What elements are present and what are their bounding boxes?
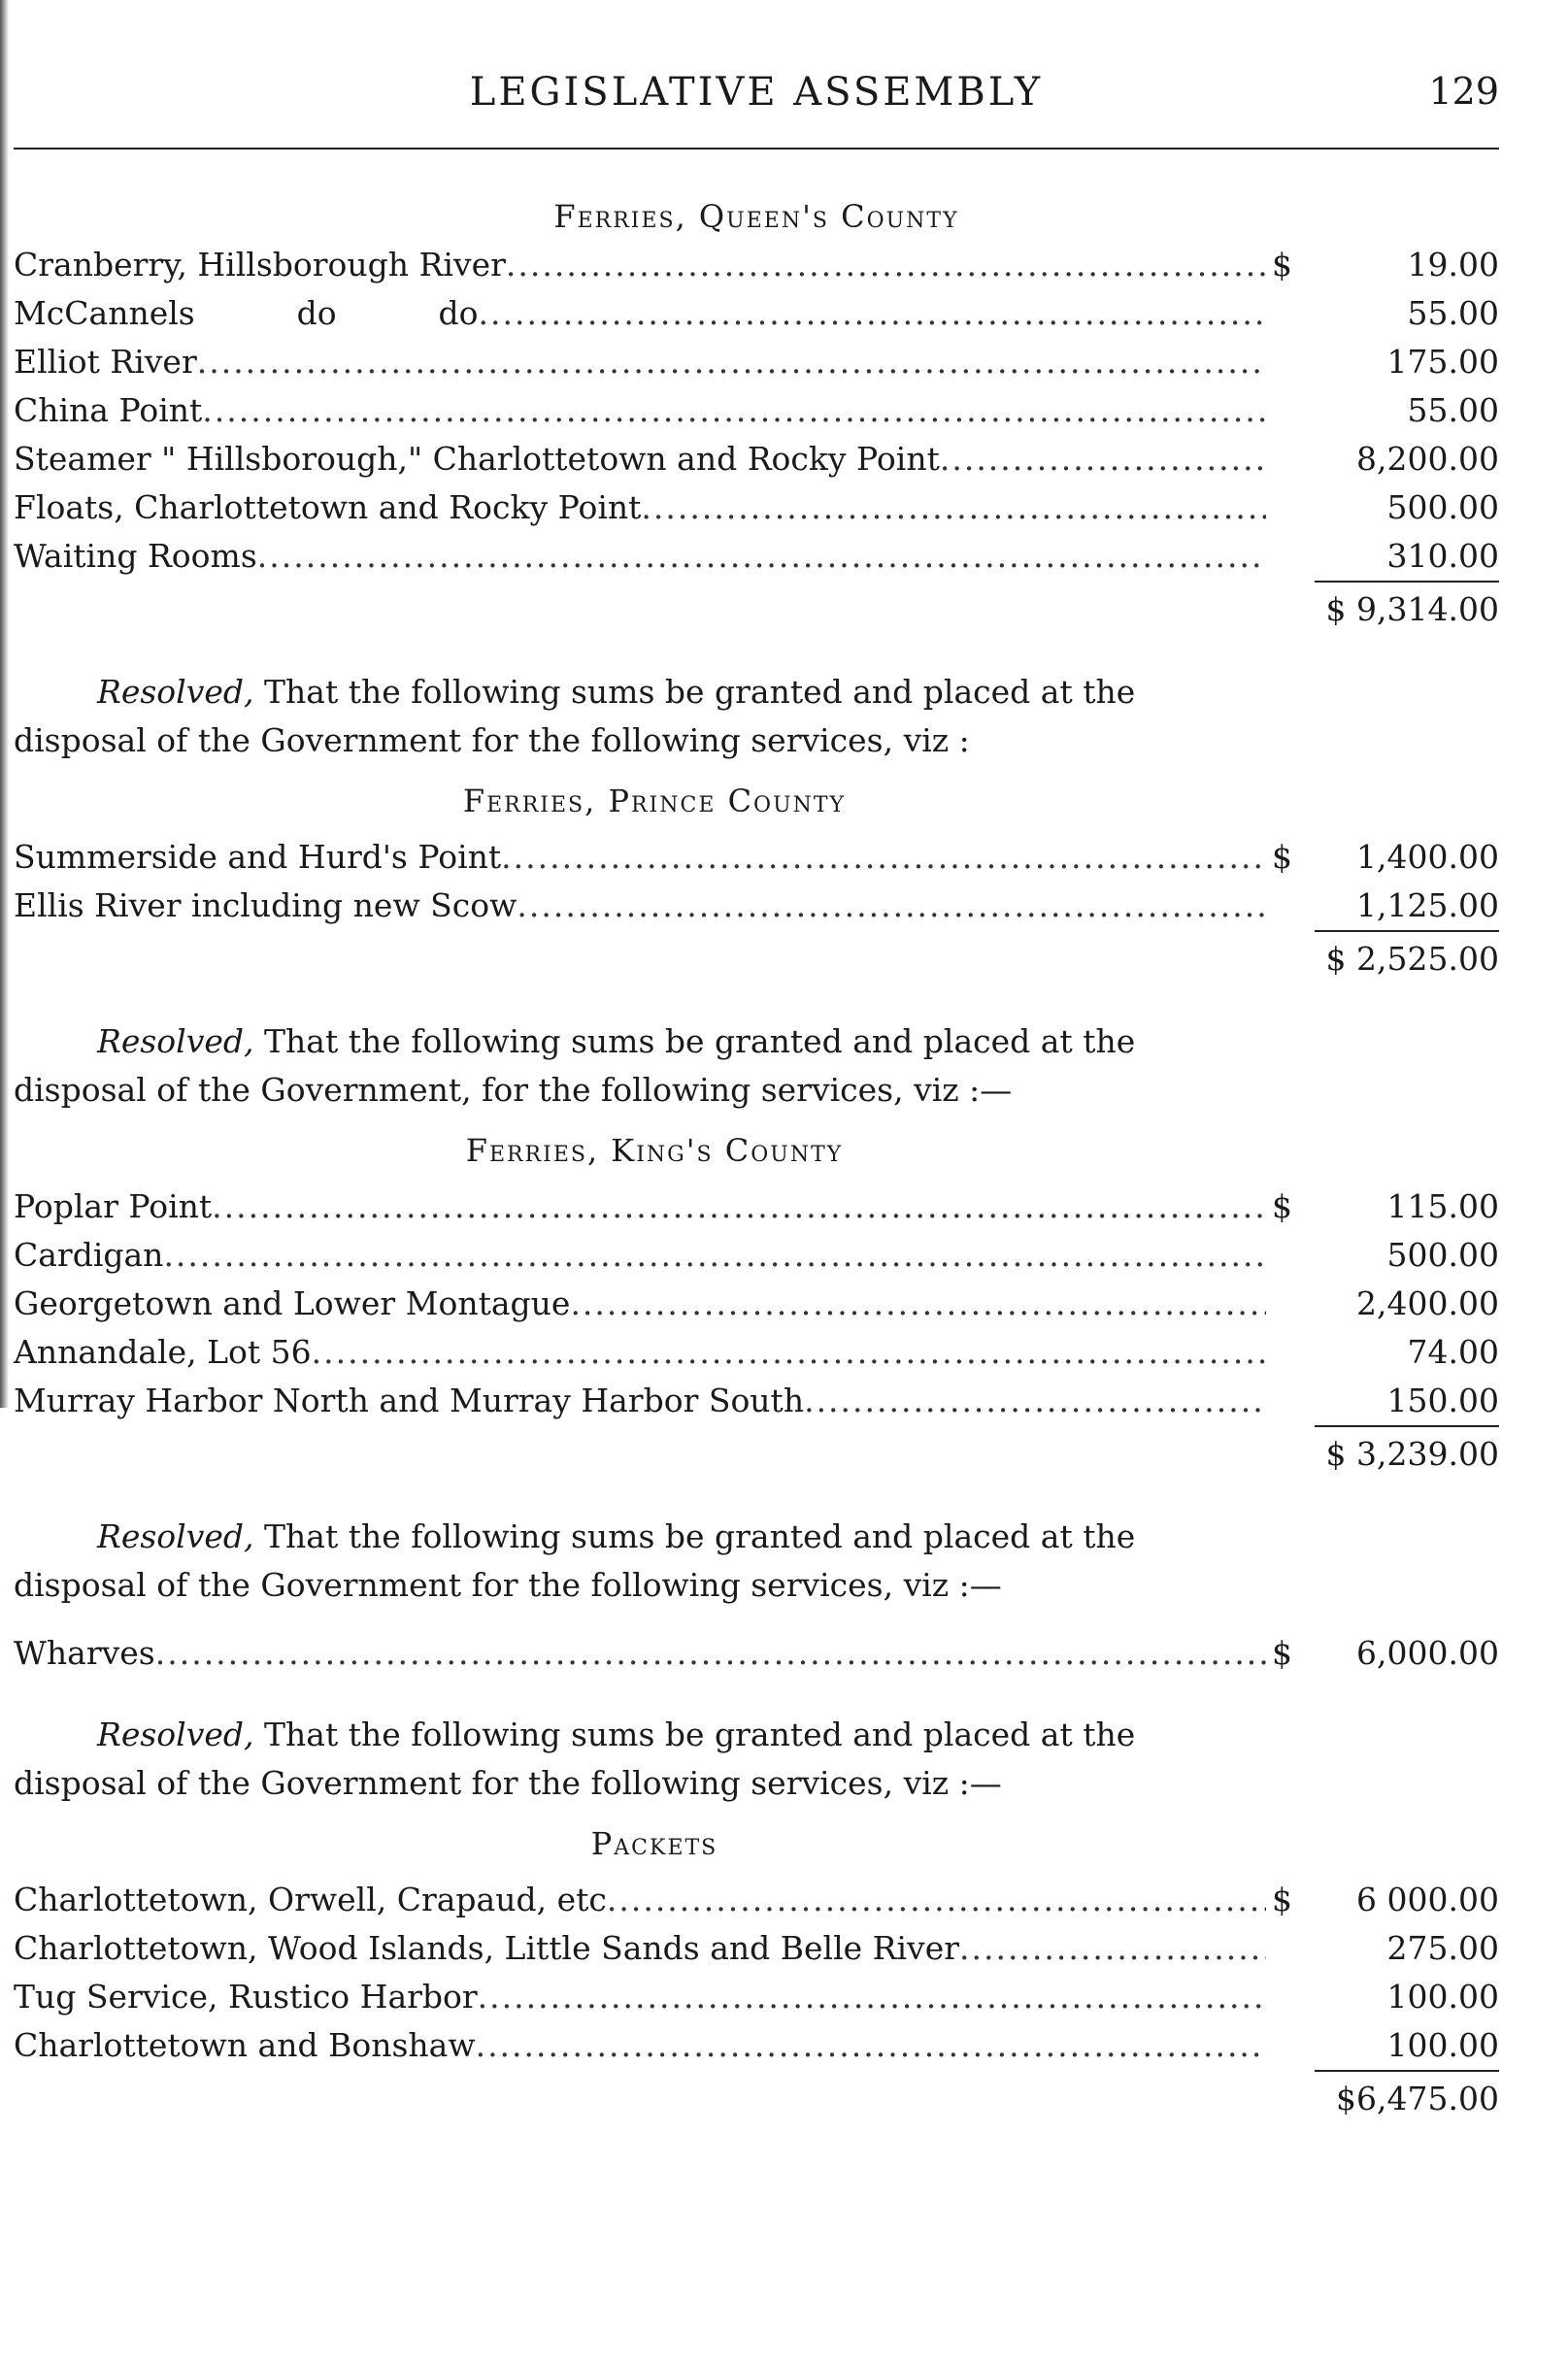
dot-leader <box>163 1231 1266 1280</box>
dot-leader <box>506 241 1266 289</box>
wharves-item <box>14 1629 1499 1678</box>
list-item <box>14 1377 1499 1425</box>
dot-leader <box>501 833 1266 882</box>
total-amount: $ 3,239.00 <box>1325 1435 1499 1473</box>
item-amount: 2,400.00 <box>1356 1284 1499 1322</box>
resolution-paragraph <box>14 668 1295 765</box>
item-amount: 500.00 <box>1386 488 1499 526</box>
item-amount: 150.00 <box>1315 1377 1499 1427</box>
item-name: Charlottetown, Orwell, Crapaud, etc <box>14 1881 607 1918</box>
item-list-kings-county <box>14 1183 1499 1425</box>
dot-leader <box>202 386 1266 435</box>
resolution-line: disposal of the Government for the following services, viz :— <box>14 1764 1002 1802</box>
item-name: Floats, Charlottetown and Rocky Point <box>14 488 642 526</box>
dot-leader <box>641 483 1266 532</box>
resolution-text: That the following sums be granted and placed at the <box>253 1716 1136 1753</box>
header-rule <box>14 148 1499 150</box>
dot-leader <box>312 1328 1266 1377</box>
item-amount: 74.00 <box>1407 1333 1499 1371</box>
section-total <box>14 930 1499 984</box>
item-currency: $ <box>1272 1634 1292 1672</box>
resolution-text: That the following sums be granted and placed at the <box>253 1022 1136 1060</box>
list-item <box>14 1183 1499 1231</box>
resolution-paragraph <box>14 1017 1295 1115</box>
item-amount: 100.00 <box>1386 1978 1499 2016</box>
resolved-word: Resolved, <box>97 673 254 711</box>
resolved-word: Resolved, <box>97 1517 254 1555</box>
item-name: Poplar Point <box>14 1187 213 1225</box>
spacer <box>14 984 1499 1017</box>
section-title-packets: Packets <box>590 1825 718 1862</box>
dot-leader <box>570 1280 1266 1328</box>
item-name: Steamer " Hillsborough," Charlottetown and Rocky Point <box>14 440 940 478</box>
item-amount: 1,400.00 <box>1356 838 1499 876</box>
dot-leader <box>959 1924 1266 1973</box>
dot-leader <box>155 1629 1266 1678</box>
item-amount: 6,000.00 <box>1356 1634 1499 1672</box>
page-title: LEGISLATIVE ASSEMBLY <box>469 70 1044 115</box>
item-name: Waiting Rooms <box>14 537 257 575</box>
section-total <box>14 1425 1499 1480</box>
list-item <box>14 241 1499 289</box>
item-name: Elliot River <box>14 343 197 381</box>
section-title-queens-county: Ferries, Queen's County <box>553 198 959 235</box>
item-currency: $ <box>1272 1881 1292 1918</box>
item-currency: $ <box>1272 246 1292 283</box>
section-total <box>14 581 1499 635</box>
item-amount: 275.00 <box>1386 1929 1499 1967</box>
total-amount: $ 9,314.00 <box>1325 590 1499 628</box>
list-item <box>14 833 1499 882</box>
item-amount: 115.00 <box>1386 1187 1499 1225</box>
page-number: 129 <box>1428 70 1499 113</box>
item-name: Murray Harbor North and Murray Harbor South <box>14 1382 805 1419</box>
resolution-line: disposal of the Government for the following services, viz : <box>14 721 970 759</box>
item-currency: $ <box>1272 1187 1292 1225</box>
list-item <box>14 882 1499 930</box>
list-item <box>14 1280 1499 1328</box>
page-content <box>14 192 1499 2124</box>
list-item <box>14 1876 1499 1924</box>
scan-edge <box>0 0 9 1408</box>
dot-leader <box>257 532 1266 581</box>
resolution-paragraph <box>14 1711 1295 1808</box>
item-list-queens-county <box>14 241 1499 581</box>
item-amount: 19.00 <box>1407 246 1499 283</box>
item-name: Charlottetown and Bonshaw <box>14 2026 476 2064</box>
dot-leader <box>212 1183 1266 1231</box>
item-name: Georgetown and Lower Montague <box>14 1284 571 1322</box>
dot-leader <box>517 882 1266 930</box>
item-amount: 6 000.00 <box>1356 1881 1499 1918</box>
item-amount: 310.00 <box>1315 532 1499 583</box>
resolution-line <box>14 668 1295 716</box>
item-name: China Point <box>14 391 203 429</box>
list-item <box>14 386 1499 435</box>
item-name: Summerside and Hurd's Point <box>14 838 502 876</box>
item-amount: 100.00 <box>1315 2021 1499 2072</box>
total-amount: $ 2,525.00 <box>1325 940 1499 978</box>
list-item <box>14 338 1499 386</box>
resolution-text: That the following sums be granted and placed at the <box>253 1517 1136 1555</box>
list-item <box>14 1328 1499 1377</box>
resolution-line <box>14 1017 1295 1066</box>
item-name: Tug Service, Rustico Harbor <box>14 1978 478 2016</box>
resolved-word: Resolved, <box>97 1716 254 1753</box>
item-amount: 500.00 <box>1386 1236 1499 1274</box>
resolution-text: That the following sums be granted and placed at the <box>253 673 1136 711</box>
list-item <box>14 2021 1499 2070</box>
section-total <box>14 2070 1499 2124</box>
dot-leader <box>607 1876 1266 1924</box>
item-name: Ellis River including new Scow <box>14 886 517 924</box>
item-amount: 55.00 <box>1407 294 1499 332</box>
item-name: Cranberry, Hillsborough River <box>14 246 506 283</box>
page-header <box>14 70 1499 128</box>
dot-leader <box>479 289 1267 338</box>
item-amount: 175.00 <box>1386 343 1499 381</box>
list-item <box>14 289 1499 338</box>
section-title-prince-county: Ferries, Prince County <box>462 783 847 819</box>
item-name: Cardigan <box>14 1236 164 1274</box>
list-item <box>14 483 1499 532</box>
resolution-line: disposal of the Government, for the following services, viz :— <box>14 1071 1013 1109</box>
resolution-line <box>14 1711 1295 1759</box>
item-amount: 1,125.00 <box>1315 882 1499 932</box>
item-amount: 8,200.00 <box>1356 440 1499 478</box>
item-list-packets <box>14 1876 1499 2070</box>
list-item <box>14 435 1499 483</box>
item-name: Annandale, Lot 56 <box>14 1333 312 1371</box>
total-amount: $6,475.00 <box>1336 2080 1499 2117</box>
resolution-line: disposal of the Government for the following services, viz :— <box>14 1566 1002 1604</box>
item-name: Wharves <box>14 1634 155 1672</box>
spacer <box>14 1480 1499 1513</box>
resolved-word: Resolved, <box>97 1022 254 1060</box>
dot-leader <box>478 1973 1266 2021</box>
list-item <box>14 1231 1499 1280</box>
item-currency: $ <box>1272 838 1292 876</box>
resolution-paragraph <box>14 1513 1295 1610</box>
dot-leader <box>476 2021 1266 2070</box>
spacer <box>14 635 1499 668</box>
item-list-prince-county <box>14 833 1499 930</box>
list-item <box>14 1924 1499 1973</box>
dot-leader <box>197 338 1266 386</box>
list-item <box>14 1973 1499 2021</box>
dot-leader <box>940 435 1266 483</box>
resolution-line <box>14 1513 1295 1561</box>
item-name: McCannels do do <box>14 294 479 332</box>
spacer <box>14 1678 1499 1711</box>
list-item <box>14 532 1499 581</box>
item-amount: 55.00 <box>1407 391 1499 429</box>
dot-leader <box>804 1377 1266 1425</box>
item-name: Charlottetown, Wood Islands, Little Sands and Belle River <box>14 1929 959 1967</box>
section-title-kings-county: Ferries, King's County <box>465 1132 844 1169</box>
